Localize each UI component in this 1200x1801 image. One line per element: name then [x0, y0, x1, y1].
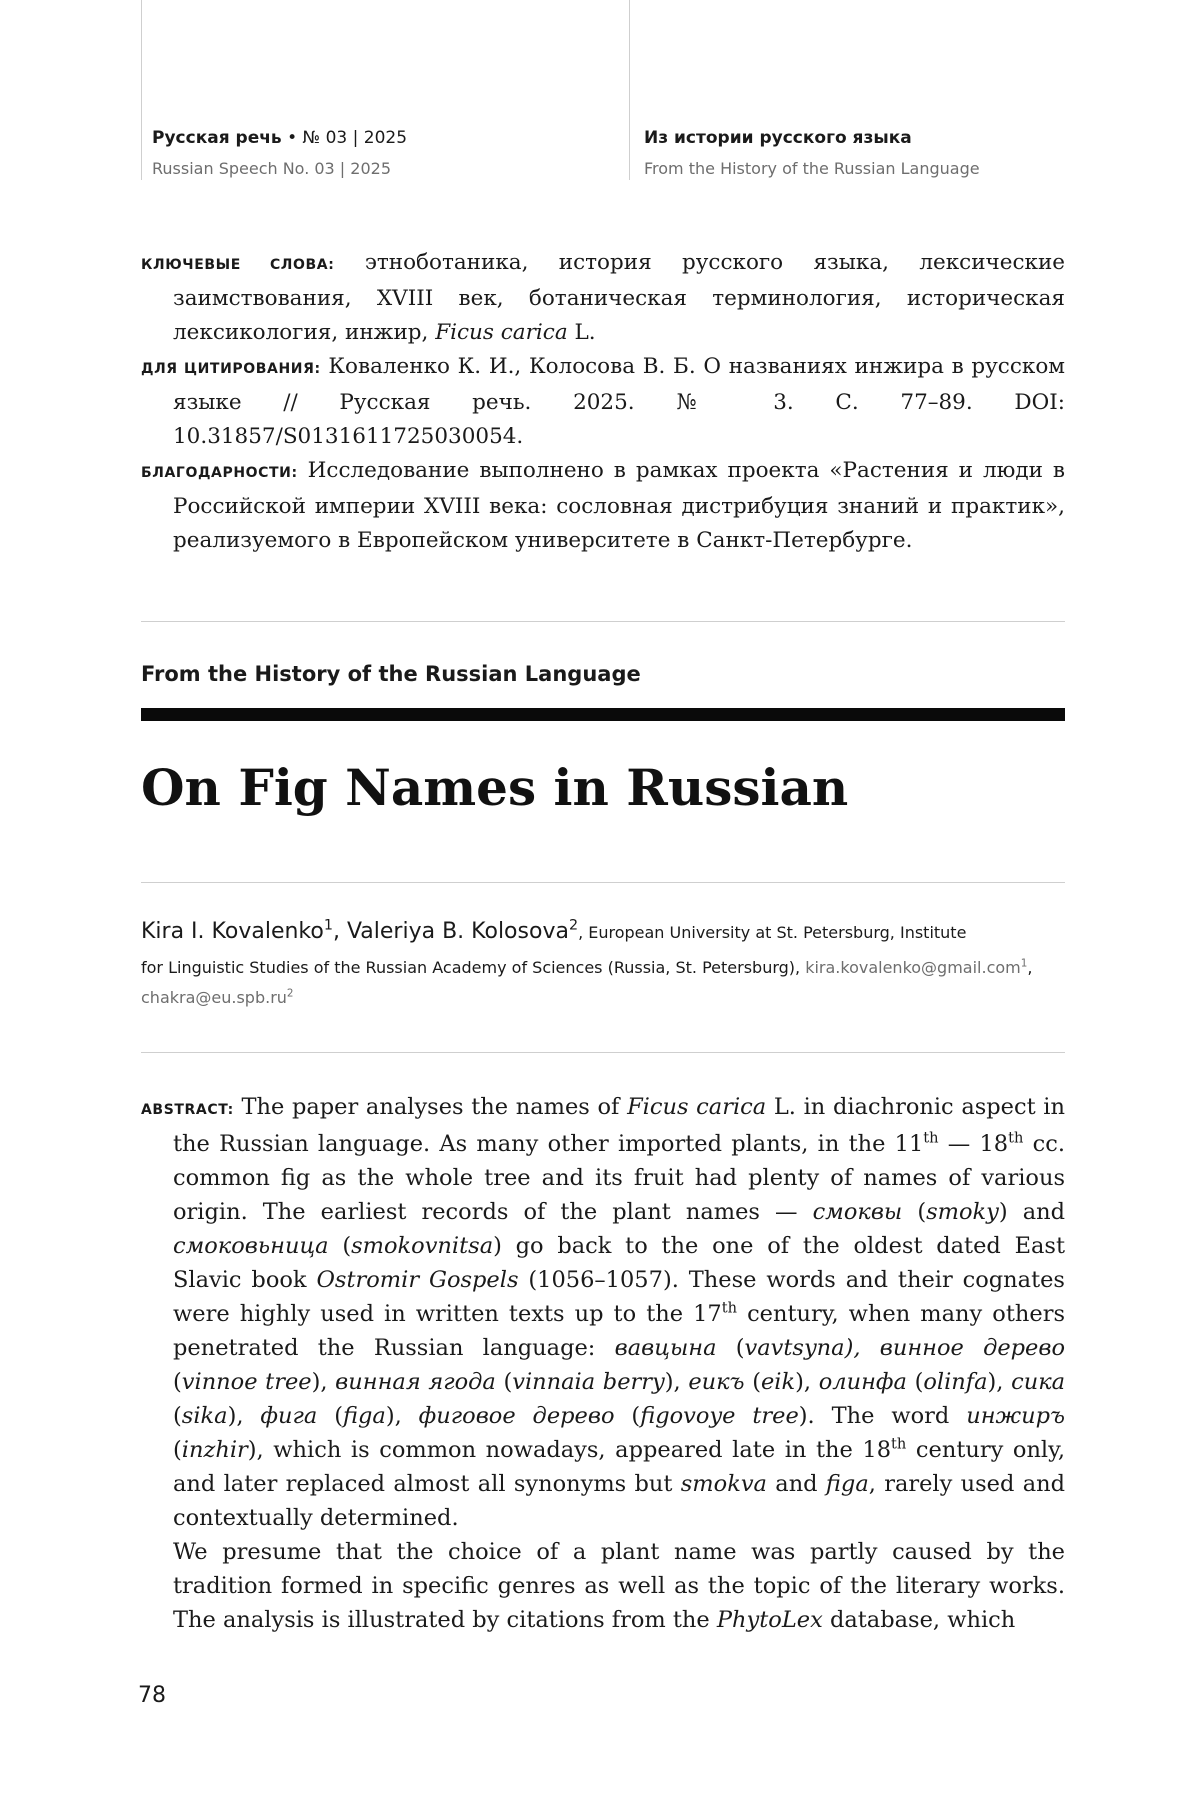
- header-divider-left: [141, 0, 142, 180]
- page-number: 78: [138, 1683, 166, 1708]
- journal-name: Русская речь: [152, 128, 282, 148]
- running-header-left: [152, 122, 407, 184]
- author-line: Kira I. Kovalenko$^1$, Valeriya B. Kolosova$^2$, European University at St. Petersburg, Institute: [141, 917, 967, 944]
- citation-label: ДЛЯ ЦИТИРОВАНИЯ:: [141, 361, 321, 377]
- email-1[interactable]: kira.kovalenko@gmail.com: [805, 958, 1021, 977]
- citation: ДЛЯ ЦИТИРОВАНИЯ: Коваленко К. И., Колосова В. Б. О названиях инжира в русском языке // Русская речь. 2025. № 3. С. 77–89. DOI: 10.31857/S0131611725030054.: [141, 354, 1065, 449]
- email-line: $chakra@eu.spb.ru^2$: [141, 987, 294, 1007]
- divider-title: [141, 882, 1065, 883]
- divider-top: [141, 621, 1065, 622]
- journal-name-en: Russian Speech No. 03 | 2025: [152, 159, 391, 178]
- abstract-paragraph-2: We presume that the choice of a plant name was partly caused by the tradition formed in specific genres as well as the topic of the literary works. The analysis is illustrated by citations from the PhytoLex database, which: [173, 1539, 1065, 1633]
- section-name-ru: Из истории русского языка: [644, 128, 912, 148]
- abstract-paragraph-1: ABSTRACT: The paper analyses the names of Ficus carica L. in diachronic aspect in the Russian language. As many other imported plants, in the 11th — 18th cc. common fig as the whole tree and its fruit had plenty of names of various origin. The earliest records of the plant names — смоквы (smoky) and смоковьница (smokovnitsa) go back to the one of the oldest dated East Slavic book Ostromir Gospels (1056–1057). These words and their cognates were highly used in written texts up to the 17th century, when many others penetrated the Russian language: вавцына (vavtsyna), винное дерево (vinnoe tree), винная ягода (vinnaia berry), еикъ (eik), олинфа (olinfa), сика (sika), фига (figa), фиговое дерево (figovoye tree). The word инжиръ (inzhir), which is common nowadays, appeared late in the 18th century only, and later replaced almost all synonyms but smokva and figa, rarely used and contextually determined.: [141, 1094, 1066, 1531]
- section-label-en: From the History of the Russian Language: [141, 662, 641, 686]
- email-2[interactable]: chakra@eu.spb.ru: [141, 988, 287, 1007]
- header-divider-right: [629, 0, 630, 180]
- section-name-en: From the History of the Russian Language: [644, 159, 980, 178]
- author-2: Valeriya B. Kolosova: [346, 919, 569, 944]
- journal-issue: № 03 | 2025: [302, 128, 408, 148]
- divider-authors: [141, 1052, 1065, 1053]
- acknowledgements-label: БЛАГОДАРНОСТИ:: [141, 465, 298, 481]
- section-bar: [141, 708, 1065, 721]
- affiliation-1: , European University at St. Petersburg, Institute: [578, 923, 967, 942]
- acknowledgements: БЛАГОДАРНОСТИ: Исследование выполнено в рамках проекта «Растения и люди в Российской империи XVIII века: сословная дистрибуция знаний и практик», реализуемого в Европейском университете в Санкт-Петербурге.: [141, 458, 1066, 553]
- running-header-right: [644, 122, 980, 184]
- abstract: [141, 1090, 1065, 1637]
- keywords-label: КЛЮЧЕВЫЕ СЛОВА:: [141, 257, 335, 273]
- journal-line: Русская речь • № 03 | 2025: [152, 128, 408, 148]
- abstract-label: ABSTRACT:: [141, 1102, 234, 1118]
- metadata-ru: [141, 246, 1065, 558]
- keywords: КЛЮЧЕВЫЕ СЛОВА: этноботаника, история русского языка, лексические заимствования, XVIII век, ботаническая терминология, историческая лексикология, инжир, Ficus carica L.: [141, 250, 1066, 345]
- author-block: [141, 912, 1065, 1013]
- article-title: On Fig Names in Russian: [141, 758, 849, 817]
- author-1: Kira I. Kovalenko: [141, 919, 324, 944]
- affiliation-line: for Linguistic Studies of the Russian Academy of Sciences (Russia, St. Petersburg), kira.kovalenko@gmail.com$^1$,: [141, 957, 1033, 977]
